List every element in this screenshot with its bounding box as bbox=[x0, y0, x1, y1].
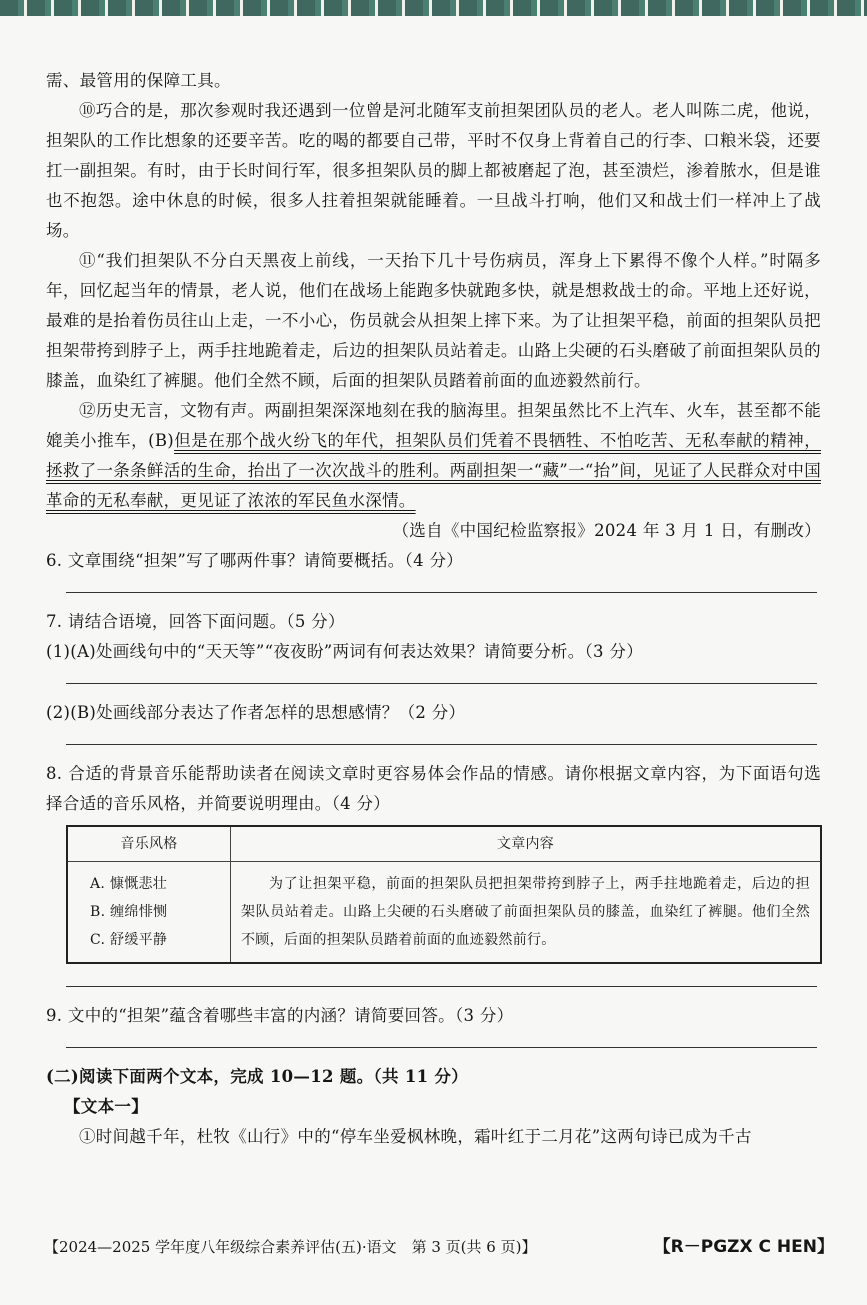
table-header-content: 文章内容 bbox=[231, 826, 822, 862]
page-footer bbox=[44, 1232, 834, 1262]
paragraph-12-plain: ⑫历史无言，文物有声。两副担架深深地刻在我的脑海里。担架虽然比不上汽车、火车，甚至都不能媲美小推车，(B) bbox=[46, 401, 821, 450]
exam-page bbox=[46, 66, 821, 1152]
question-6: 6. 文章围绕“担架”写了哪两件事？请简要概括。（4 分） bbox=[46, 551, 464, 570]
answer-line-q7-2[interactable] bbox=[66, 728, 817, 745]
table-header-style: 音乐风格 bbox=[67, 826, 231, 862]
footer-info: 【2024—2025 学年度八年级综合素养评估(五)·语文 第 3 页(共 6 页)】 bbox=[44, 1238, 537, 1256]
music-options bbox=[67, 862, 231, 964]
answer-line-q8[interactable] bbox=[66, 970, 817, 987]
option-b[interactable]: B. 缠绵悱恻 bbox=[90, 904, 168, 920]
text-1-label: 【文本一】 bbox=[64, 1097, 148, 1116]
section-2-title: (二)阅读下面两个文本，完成 10—12 题。（共 11 分） bbox=[46, 1067, 469, 1086]
paragraph-continuation: 需、最管用的保障工具。 bbox=[46, 71, 231, 90]
table-content-text: 为了让担架平稳，前面的担架队员把担架带挎到脖子上，两手拄地跪着走，后边的担架队员站着走。山路上尖硬的石头磨破了前面担架队员的膝盖，血染红了裤腿。他们全然不顾，后面的担架队员踏着前面的血迹毅然前行。 bbox=[241, 876, 810, 948]
option-c[interactable]: C. 舒缓平静 bbox=[90, 932, 168, 948]
underlined-sentence-b: 但是在那个战火纷飞的年代，担架队员们凭着不畏牺牲、不怕吃苦、无私奉献的精神，拯救了一条条鲜活的生命，抬出了一次次战斗的胜利。两副担架一“藏”一“抬”间，见证了人民群众对中国革命的无私奉献，更见证了浓浓的军民鱼水深情。 bbox=[46, 431, 822, 510]
question-9: 9. 文中的“担架”蕴含着哪些丰富的内涵？请简要回答。（3 分） bbox=[46, 1006, 514, 1025]
footer-code: 【R－PGZX C HEN】 bbox=[653, 1237, 834, 1257]
answer-line-q7-1[interactable] bbox=[66, 667, 817, 684]
answer-line-q6[interactable] bbox=[66, 576, 817, 593]
question-7-2: (2)(B)处画线部分表达了作者怎样的思想感情？（2 分） bbox=[46, 703, 466, 722]
paragraph-12 bbox=[46, 396, 821, 516]
question-7: 7. 请结合语境，回答下面问题。（5 分） bbox=[46, 612, 345, 631]
music-style-table bbox=[66, 825, 822, 964]
top-decoration-band bbox=[0, 0, 867, 16]
answer-line-q9[interactable] bbox=[66, 1031, 817, 1048]
question-8: 8. 合适的背景音乐能帮助读者在阅读文章时更容易体会作品的情感。请你根据文章内容，为下面语句选择合适的音乐风格，并简要说明理由。（4 分） bbox=[46, 764, 821, 813]
paragraph-11: ⑪“我们担架队不分白天黑夜上前线，一天抬下几十号伤病员，浑身上下累得不像个人样。”时隔多年，回忆起当年的情景，老人说，他们在战场上能跑多快就跑多快，就是想救战士的命。平地上还好说，最难的是抬着伤员往山上走，一不小心，伤员就会从担架上摔下来。为了让担架平稳，前面的担架队员把担架带挎到脖子上，两手拄地跪着走，后边的担架队员站着走。山路上尖硬的石头磨破了前面担架队员的膝盖，血染红了裤腿。他们全然不顾，后面的担架队员踏着前面的血迹毅然前行。 bbox=[46, 251, 821, 390]
article-source: （选自《中国纪检监察报》2024 年 3 月 1 日，有删改） bbox=[392, 521, 821, 540]
question-7-1: (1)(A)处画线句中的“天天等”“夜夜盼”两词有何表达效果？请简要分析。（3 分） bbox=[46, 642, 643, 661]
paragraph-10: ⑩巧合的是，那次参观时我还遇到一位曾是河北随军支前担架团队员的老人。老人叫陈二虎，他说，担架队的工作比想象的还要辛苦。吃的喝的都要自己带，平时不仅身上背着自己的行李、口粮米袋，还要扛一副担架。有时，由于长时间行军，很多担架队员的脚上都被磨起了泡，甚至溃烂，渗着脓水，但是谁也不抱怨。途中休息的时候，很多人拄着担架就能睡着。一旦战斗打响，他们又和战士们一样冲上了战场。 bbox=[46, 101, 821, 240]
option-a[interactable]: A. 慷慨悲壮 bbox=[90, 876, 168, 892]
text-1-paragraph-1: ①时间越千年，杜牧《山行》中的“停车坐爱枫林晚，霜叶红于二月花”这两句诗已成为千古 bbox=[79, 1127, 752, 1146]
